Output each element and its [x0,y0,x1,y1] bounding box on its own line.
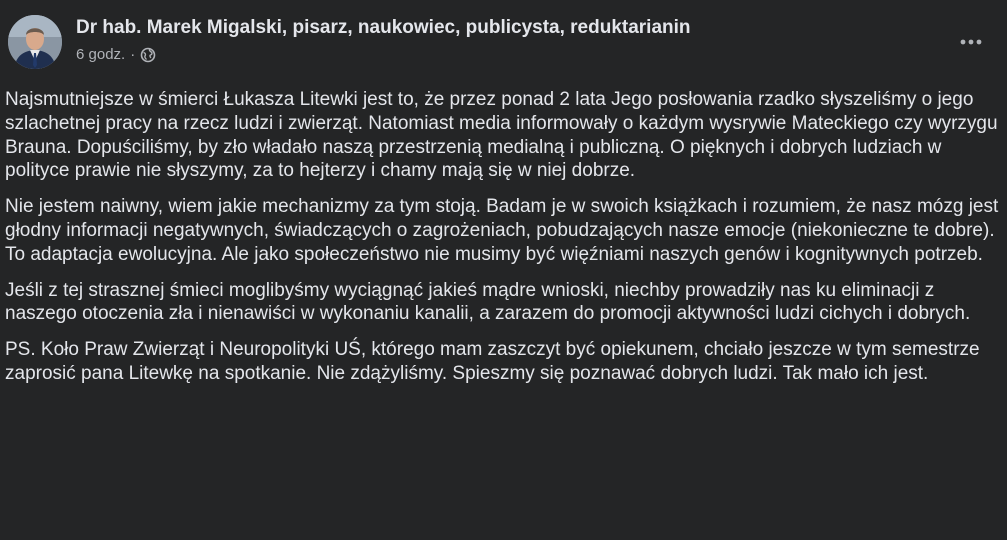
author-name[interactable]: Dr hab. Marek Migalski, pisarz, naukowiec, publicysta, reduktarianin [76,17,691,38]
post-paragraph: PS. Koło Praw Zwierząt i Neuropolityki UŚ, którego mam zaszczyt być opiekunem, chciało jeszcze w tym semestrze zaprosić pana Litewkę na spotkanie. Nie zdążyliśmy. Spieszmy się poznawać dobrych ludzi. Tak mało ich jest. [5,339,980,384]
post-paragraph: Najsmutniejsze w śmierci Łukasza Litewki jest to, że przez ponad 2 lata Jego posłowania rzadko słyszeliśmy o jego szlachetnej pracy na rzecz ludzi i zwierząt. Natomiast media informowały o każdym wysrywie Mateckiego czy wyrzygu Brauna. Dopuściliśmy, by zło władało naszą przestrzenią medialną i publiczną. O pięknych i dobrych ludziach w polityce prawie nie słyszymy, za to hejterzy i chamy mają się w niej dobrze. [5,89,998,182]
more-options-icon [959,37,983,47]
meta-separator: · [130,46,136,63]
post-header [0,0,1007,80]
globe-icon[interactable] [140,47,156,63]
post-meta [76,46,156,63]
avatar-image [8,15,62,69]
more-options-button[interactable] [953,24,989,60]
post-body [5,88,1000,398]
post-paragraph: Jeśli z tej strasznej śmieci moglibyśmy wyciągnąć jakieś mądre wnioski, niechby prowadziły nas ku eliminacji z naszego otoczenia zła i nienawiści w wykonaniu kanalii, a zarazem do promocji aktywności ludzi cichych i dobrych. [5,279,971,325]
author-avatar[interactable] [8,15,62,69]
post-paragraph: Nie jestem naiwny, wiem jakie mechanizmy za tym stoją. Badam je w swoich książkach i rozumiem, że nasz mózg jest głodny informacji negatywnych, świadczących o zagrożeniach, pobudzających nasze emocje (niekonieczne te dobre). To adaptacja ewolucyjna. Ale jako społeczeństwo nie musimy być więźniami naszych genów i kognitywnych potrzeb. [5,196,999,265]
post-timestamp[interactable]: 6 godz. [76,46,126,63]
